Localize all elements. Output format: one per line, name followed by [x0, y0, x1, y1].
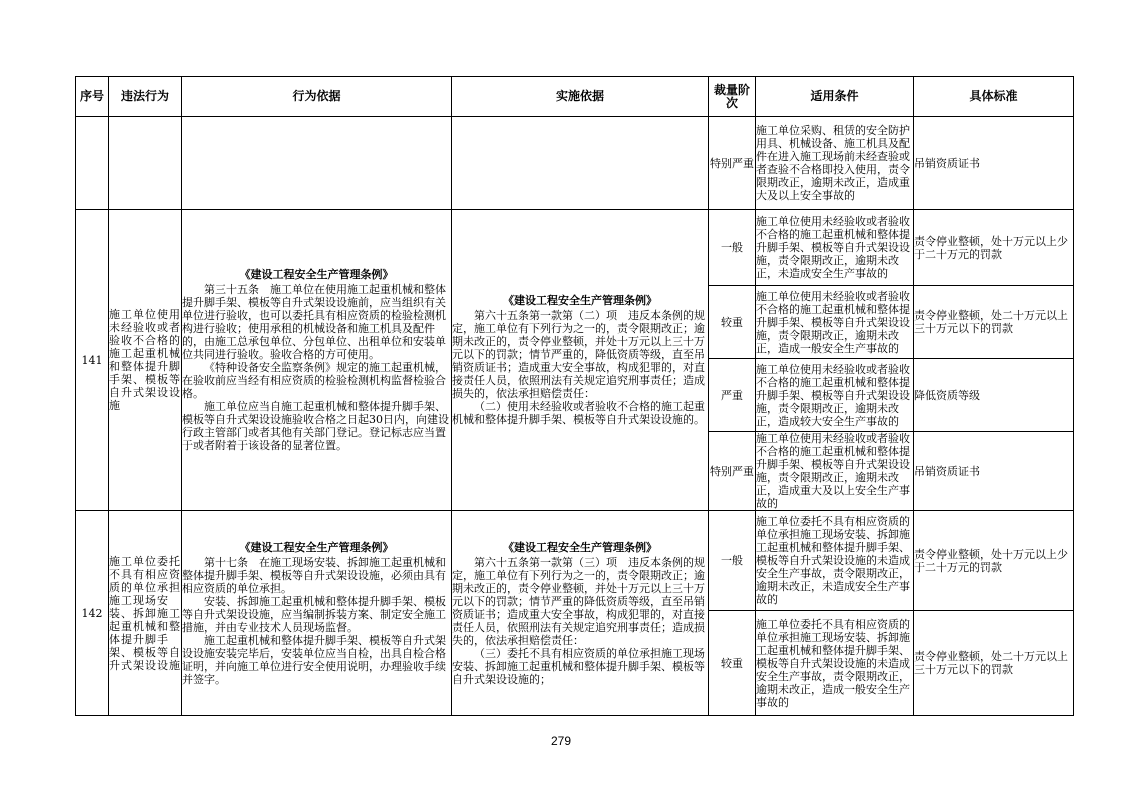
impl-paragraph: （二）使用未经验收或者验收不合格的施工起重机械和整体提升脚手架、模板等自升式架设设施的。: [452, 400, 705, 426]
violation-cell: 施工单位使用未经验收或者验收不合格的施工起重机械和整体提升脚手架、模板等自升式架设设施: [109, 210, 182, 511]
implementation-cell: [452, 117, 709, 210]
impl-title: 《建设工程安全生产管理条例》: [503, 540, 657, 554]
condition-cell: 施工单位委托不具有相应资质的单位承担施工现场安装、拆卸施工起重机械和整体提升脚手架、模板等自升式架设设施的未造成安全生产事故，责令限期改正，逾期未改正，造成一般安全生产事故的: [756, 611, 914, 716]
seq-cell: 142: [76, 511, 109, 716]
basis-paragraph: 安装、拆卸施工起重机械和整体提升脚手架、模板等自升式架设设施，应当编制拆装方案、制定安全施工措施，并由专业技术人员现场监督。: [182, 594, 446, 634]
level-cell: 特别严重: [709, 117, 756, 210]
condition-cell: 施工单位委托不具有相应资质的单位承担施工现场安装、拆卸施工起重机械和整体提升脚手架、模板等自升式架设设施的未造成安全生产事故，责令限期改正，逾期未改正，未造成安全生产事故的: [756, 511, 914, 611]
standard-cell: 降低资质等级: [914, 359, 1074, 432]
basis-title: 《建设工程安全生产管理条例》: [239, 268, 394, 281]
level-cell: 一般: [709, 511, 756, 611]
header-implementation: 实施依据: [452, 77, 709, 117]
standard-cell: 责令停业整顿，处十万元以上少于二十万元的罚款: [914, 210, 1074, 286]
standard-cell: 吊销资质证书: [914, 117, 1074, 210]
standard-cell: 吊销资质证书: [914, 432, 1074, 511]
header-level: 裁量阶次: [709, 77, 756, 117]
level-cell: 较重: [709, 286, 756, 359]
level-cell: 较重: [709, 611, 756, 716]
impl-paragraph: 第六十五条第一款第（三）项 违反本条例的规定，施工单位有下列行为之一的，责令限期改正；逾期未改正的，责令停业整顿，并处十万元以上三十万元以下的罚款；情节严重的降低资质等级，直至吊销资质证书；造成重大安全事故，构成犯罪的，对直接责任人员，依照刑法有关规定追究刑事责任；造成损失的，依法承担赔偿责任：: [452, 555, 705, 647]
table-row: [76, 511, 1074, 611]
header-condition: 适用条件: [756, 77, 914, 117]
impl-paragraph: （三）委托不具有相应资质的单位承担施工现场安装、拆卸施工起重机械和整体提升脚手架、模板等自升式架设设施的；: [452, 646, 705, 686]
standard-cell: 责令停业整顿，处十万元以上少于二十万元的罚款: [914, 511, 1074, 611]
basis-title: 《建设工程安全生产管理条例》: [239, 540, 394, 554]
condition-cell: 施工单位使用未经验收或者验收不合格的施工起重机械和整体提升脚手架、模板等自升式架设设施，责令限期改正，逾期未改正，造成一般安全生产事故的: [756, 286, 914, 359]
seq-cell: [76, 117, 109, 210]
table-row: [76, 210, 1074, 286]
violation-cell: [109, 117, 182, 210]
basis-paragraph: 《特种设备安全监察条例》规定的施工起重机械，在验收前应当经有相应资质的检验检测机构监督检验合格。: [182, 361, 446, 400]
basis-cell: [182, 117, 452, 210]
basis-cell: [182, 210, 452, 511]
level-cell: 严重: [709, 359, 756, 432]
seq-cell: 141: [76, 210, 109, 511]
impl-paragraph: 第六十五条第一款第（二）项 违反本条例的规定，施工单位有下列行为之一的，责令限期改正；逾期未改正的，责令停业整顿，并处十万元以上三十万元以下的罚款；情节严重的，降低资质等级，直至吊销资质证书；造成重大安全事故，构成犯罪的，对直接责任人员，依照刑法有关规定追究刑事责任；造成损失的，依法承担赔偿责任：: [452, 309, 705, 400]
basis-paragraph: 第三十五条 施工单位在使用施工起重机械和整体提升脚手架、模板等自升式架设设施前，应当组织有关单位进行验收，也可以委托具有相应资质的检验检测机构进行验收；使用承租的机械设备和施工机具及配件的，由施工总承包单位、分包单位、出租单位和安装单位共同进行验收。验收合格的方可使用。: [182, 283, 446, 361]
page-number: 279: [550, 734, 572, 748]
header-seq: 序号: [76, 77, 109, 117]
basis-cell: [182, 511, 452, 716]
header-basis: 行为依据: [182, 77, 452, 117]
header-standard: 具体标准: [914, 77, 1074, 117]
condition-cell: 施工单位采购、租赁的安全防护用具、机械设备、施工机具及配件在进入施工现场前未经查验或者查验不合格即投入使用，责令限期改正，逾期未改正，造成重大及以上安全事故的: [756, 117, 914, 210]
header-violation: 违法行为: [109, 77, 182, 117]
standard-cell: 责令停业整顿，处二十万元以上三十万元以下的罚款: [914, 286, 1074, 359]
level-cell: 特别严重: [709, 432, 756, 511]
header-row: [76, 77, 1074, 117]
implementation-cell: [452, 511, 709, 716]
condition-cell: 施工单位使用未经验收或者验收不合格的施工起重机械和整体提升脚手架、模板等自升式架设设施，责令限期改正，逾期未改正，未造成安全生产事故的: [756, 210, 914, 286]
violation-cell: 施工单位委托不具有相应资质的单位承担施工现场安装、拆卸施工起重机械和整体提升脚手架、模板等自升式架设设施: [109, 511, 182, 716]
basis-paragraph: 第十七条 在施工现场安装、拆卸施工起重机械和整体提升脚手架、模板等自升式架设设施，必须由具有相应资质的单位承担。: [182, 555, 446, 595]
implementation-cell: [452, 210, 709, 511]
regulation-table: [75, 76, 1074, 716]
impl-title: 《建设工程安全生产管理条例》: [503, 294, 657, 307]
condition-cell: 施工单位使用未经验收或者验收不合格的施工起重机械和整体提升脚手架、模板等自升式架设设施，责令限期改正，逾期未改正，造成重大及以上安全生产事故的: [756, 432, 914, 511]
standard-cell: 责令停业整顿，处二十万元以上三十万元以下的罚款: [914, 611, 1074, 716]
basis-paragraph: 施工单位应当自施工起重机械和整体提升脚手架、模板等自升式架设设施验收合格之日起30日内，向建设行政主管部门或者其他有关部门登记。登记标志应当置于或者附着于该设备的显著位置。: [182, 400, 449, 452]
level-cell: 一般: [709, 210, 756, 286]
table-row: [76, 117, 1074, 210]
basis-paragraph: 施工起重机械和整体提升脚手架、模板等自升式架设设施安装完毕后，安装单位应当自检，出具自检合格证明，并向施工单位进行安全使用说明，办理验收手续并签字。: [182, 633, 446, 686]
condition-cell: 施工单位使用未经验收或者验收不合格的施工起重机械和整体提升脚手架、模板等自升式架设设施，责令限期改正，逾期未改正，造成较大安全生产事故的: [756, 359, 914, 432]
